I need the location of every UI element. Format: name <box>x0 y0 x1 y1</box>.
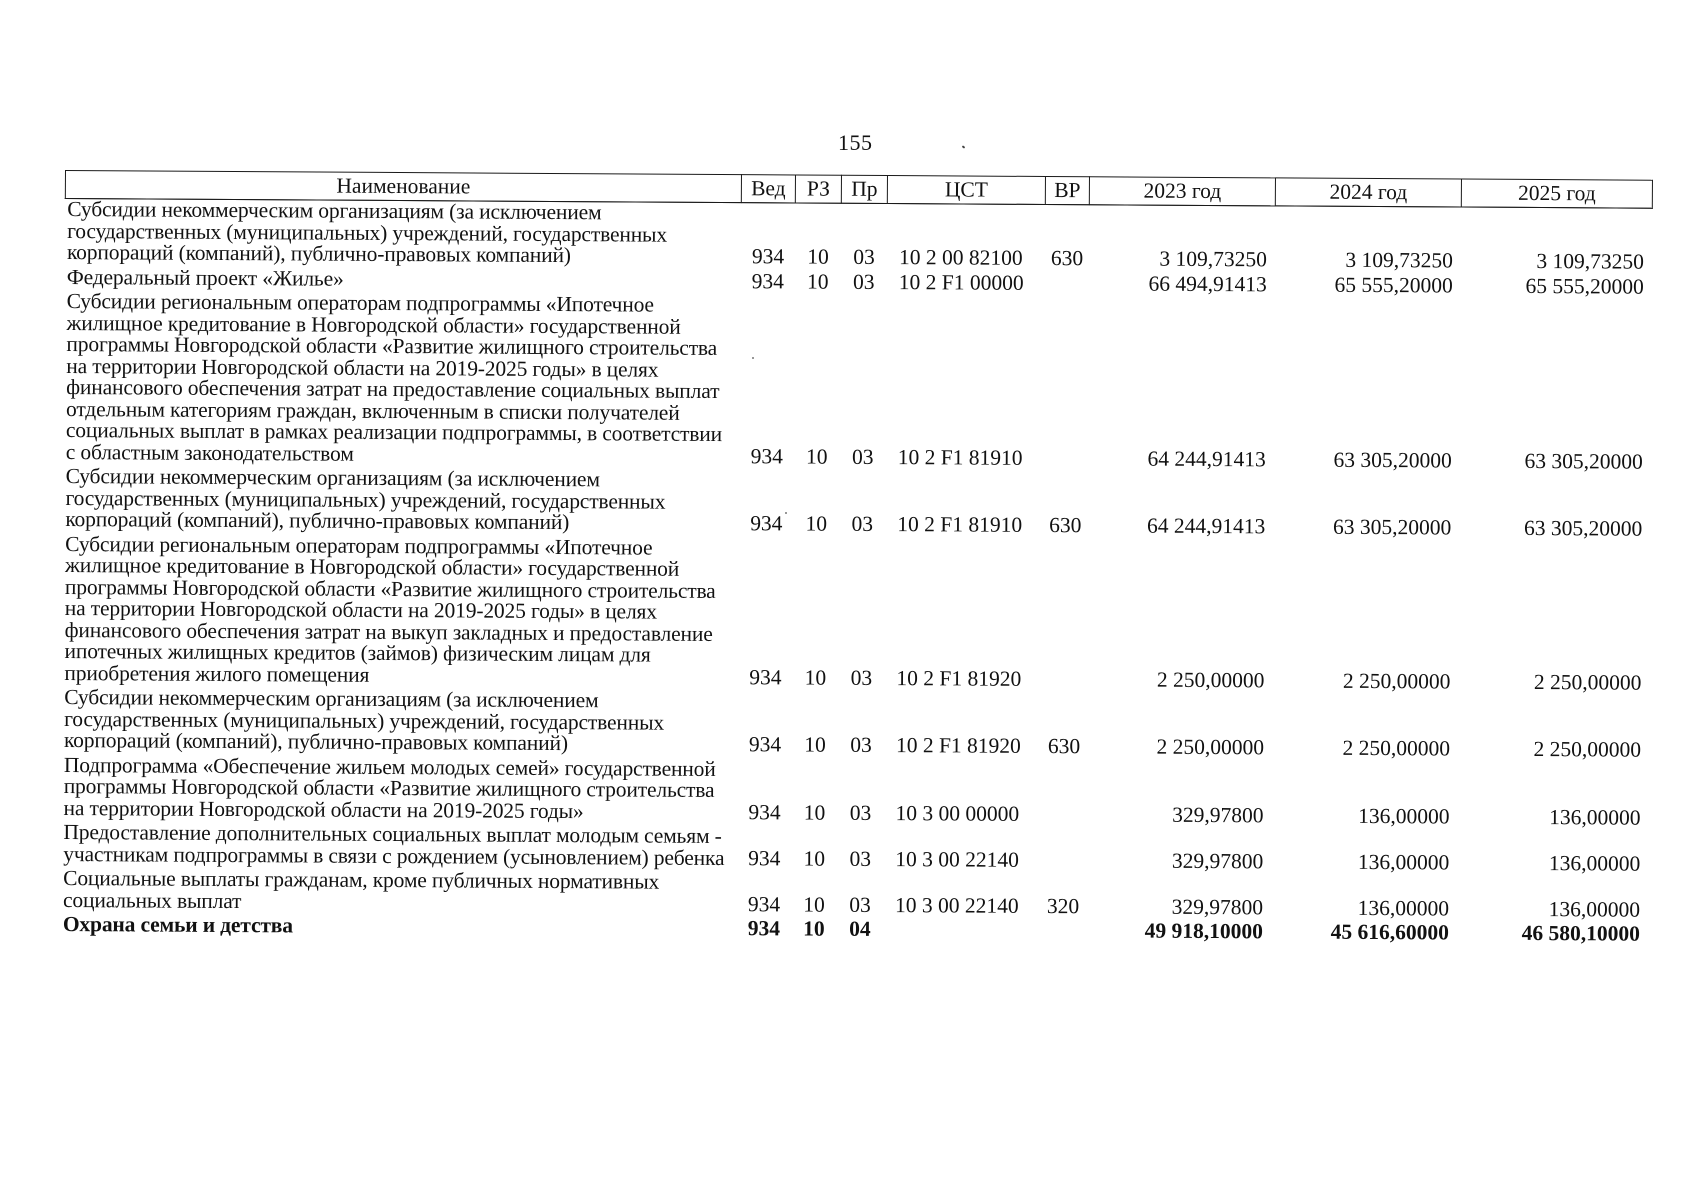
row-amount-2023: 329,97800 <box>1172 802 1264 827</box>
header-pr: Пр <box>841 175 887 203</box>
header-cst: ЦСТ <box>887 176 1045 205</box>
row-amount-2024: 2 250,00000 <box>1342 668 1451 693</box>
row-pr: 03 <box>851 444 874 469</box>
row-ved: 934 <box>750 511 783 536</box>
table-row <box>62 533 1650 696</box>
row-amount-2025: 46 580,10000 <box>1521 920 1640 946</box>
row-name: Субсидии некоммерческим организациям (за исключением государственных (муниципальных) учреждений, государственных корпораций (компаний), публично-правовых компаний) <box>65 464 666 535</box>
row-pr: 03 <box>850 665 873 690</box>
row-amount-2023: 64 244,91413 <box>1147 446 1266 471</box>
row-amount-2024: 63 305,20000 <box>1333 447 1452 472</box>
row-ved: 934 <box>747 916 781 941</box>
table-row <box>62 754 1649 831</box>
row-amount-2025: 136,00000 <box>1548 896 1641 922</box>
row-ved: 934 <box>749 664 782 689</box>
row-name: Субсидии региональным операторам подпрограммы «Ипотечное жилищное кредитование в Новгородской области» государственной программы Новгородской области «Развитие жилищного строительства на территории Новгородской области на 2019-2025 годы» в целях финансового обеспечения затрат на выкуп закладных и предоставление ипотечных жилищных кредитов (займов) физическим лицам для приобретения жилого помещения <box>64 531 716 687</box>
row-ved: 934 <box>751 268 785 293</box>
row-name: Субсидии региональным операторам подпрограммы «Ипотечное жилищное кредитование в Новгородской области» государственной программы Новгородской области «Развитие жилищного строительства на территории Новгородской области на 2019-2025 годы» в целях финансового обеспечения затрат на предоставление социальных выплат отдельным категориям граждан, включенным в списки получателей социальных выплат в рамках реализации подпрограммы, в соответствии с областным законодательством <box>65 289 723 466</box>
row-pr: 03 <box>849 846 872 871</box>
row-vr <box>1041 828 1085 874</box>
row-pr: 03 <box>849 892 871 917</box>
row-cst: 10 2 F1 81910 <box>897 512 1023 537</box>
row-rz: 10 <box>803 846 826 871</box>
header-2023: 2023 год <box>1089 177 1275 206</box>
row-vr: 630 <box>1047 734 1081 759</box>
row-pr: 04 <box>849 916 871 941</box>
row-vr <box>1045 272 1089 297</box>
row-ved: 934 <box>747 891 781 916</box>
row-rz: 10 <box>805 444 828 469</box>
row-amount-2024: 63 305,20000 <box>1333 514 1452 540</box>
row-cst: 10 3 00 22140 <box>895 846 1020 872</box>
budget-table <box>60 170 1653 948</box>
row-ved: 934 <box>751 244 785 269</box>
row-rz: 10 <box>804 732 826 757</box>
row-cst: 10 2 00 82100 <box>898 245 1023 270</box>
row-cst: 10 2 F1 00000 <box>898 269 1024 295</box>
table-row <box>62 687 1649 764</box>
row-amount-2023: 64 244,91413 <box>1147 513 1266 539</box>
header-rz: РЗ <box>795 175 841 203</box>
row-rz: 10 <box>803 892 825 917</box>
row-amount-2024: 2 250,00000 <box>1342 735 1451 761</box>
row-name: Охрана семьи и детства <box>62 912 293 938</box>
row-rz: 10 <box>803 916 825 941</box>
row-amount-2024: 45 616,60000 <box>1330 919 1449 945</box>
table-row <box>65 199 1652 277</box>
row-amount-2023: 2 250,00000 <box>1156 734 1265 760</box>
row-amount-2023: 329,97800 <box>1171 894 1264 919</box>
header-2025: 2025 год <box>1461 179 1652 208</box>
row-amount-2024: 136,00000 <box>1357 849 1450 874</box>
row-amount-2025: 136,00000 <box>1548 850 1641 876</box>
row-amount-2025: 136,00000 <box>1549 804 1641 830</box>
row-rz: 10 <box>804 665 827 690</box>
row-ved: 934 <box>748 845 781 870</box>
row-amount-2023: 2 250,00000 <box>1156 667 1265 692</box>
row-cst: 10 2 F1 81920 <box>896 665 1022 691</box>
row-vr: 630 <box>1050 246 1084 271</box>
row-amount-2025: 63 305,20000 <box>1524 448 1643 474</box>
header-ved: Вед <box>741 175 795 203</box>
row-rz: 10 <box>803 800 826 825</box>
row-amount-2025: 63 305,20000 <box>1524 515 1643 541</box>
row-name: Социальные выплаты гражданам, кроме публичных нормативных социальных выплат <box>62 866 660 913</box>
row-amount-2024: 136,00000 <box>1357 895 1450 920</box>
row-cst: 10 3 00 00000 <box>895 800 1020 826</box>
row-name: Подпрограмма «Обеспечение жильем молодых семей» государственной программы Новгородской области «Развитие жилищного строительства на территории Новгородской области на 2019-2025 годы» <box>63 752 716 823</box>
row-amount-2023: 49 918,10000 <box>1144 918 1263 944</box>
row-ved: 934 <box>748 732 782 757</box>
row-amount-2024: 3 109,73250 <box>1345 247 1454 273</box>
row-rz: 10 <box>807 244 829 269</box>
row-cst: 10 2 F1 81910 <box>897 444 1023 470</box>
row-amount-2023: 66 494,91413 <box>1148 271 1267 296</box>
row-amount-2025: 3 109,73250 <box>1536 248 1645 274</box>
row-name: Субсидии некоммерческим организациям (за исключением государственных (муниципальных) учреждений, государственных корпораций (компаний), публично-правовых компаний) <box>63 685 665 756</box>
row-amount-2025: 65 555,20000 <box>1525 273 1644 299</box>
page-number: 155 <box>838 130 873 155</box>
row-name: Субсидии некоммерческим организациям (за исключением государственных (муниципальных) учреждений, государственных корпораций (компаний), публично-правовых компаний) <box>66 197 668 268</box>
header-vr: ВР <box>1045 176 1089 204</box>
row-pr: 03 <box>850 732 872 757</box>
row-amount-2025: 2 250,00000 <box>1533 736 1642 762</box>
row-ved: 934 <box>750 443 783 468</box>
row-amount-2024: 65 555,20000 <box>1334 272 1453 297</box>
row-ved: 934 <box>748 799 781 824</box>
row-vr <box>1041 920 1085 945</box>
row-rz: 10 <box>805 511 828 536</box>
row-cst <box>883 919 1041 944</box>
row-pr: 03 <box>853 244 875 269</box>
row-amount-2023: 3 109,73250 <box>1159 246 1268 272</box>
header-name: Наименование <box>65 171 741 203</box>
row-vr <box>1041 760 1085 828</box>
row-pr: 03 <box>853 269 875 294</box>
header-2024: 2024 год <box>1275 178 1461 207</box>
table-body <box>61 199 1652 949</box>
row-amount-2023: 329,97800 <box>1171 848 1264 873</box>
row-vr <box>1042 539 1087 693</box>
row-vr: 630 <box>1049 513 1082 538</box>
table-row <box>64 291 1652 476</box>
row-amount-2024: 136,00000 <box>1358 803 1450 828</box>
row-name: Предоставление дополнительных социальных выплат молодым семьям - участникам подпрограммы в связи с рождением (усыновлением) ребенка <box>63 820 725 870</box>
row-name: Федеральный проект «Жилье» <box>66 264 344 291</box>
table-row <box>63 466 1650 543</box>
row-cst: 10 3 00 22140 <box>894 892 1019 918</box>
row-pr: 03 <box>849 800 872 825</box>
row-cst: 10 2 F1 81920 <box>895 733 1021 758</box>
scan-speck <box>962 145 966 148</box>
row-vr <box>1044 297 1089 472</box>
row-rz: 10 <box>807 269 829 294</box>
row-amount-2025: 2 250,00000 <box>1533 669 1642 695</box>
row-vr: 320 <box>1046 893 1080 918</box>
row-pr: 03 <box>851 511 874 536</box>
